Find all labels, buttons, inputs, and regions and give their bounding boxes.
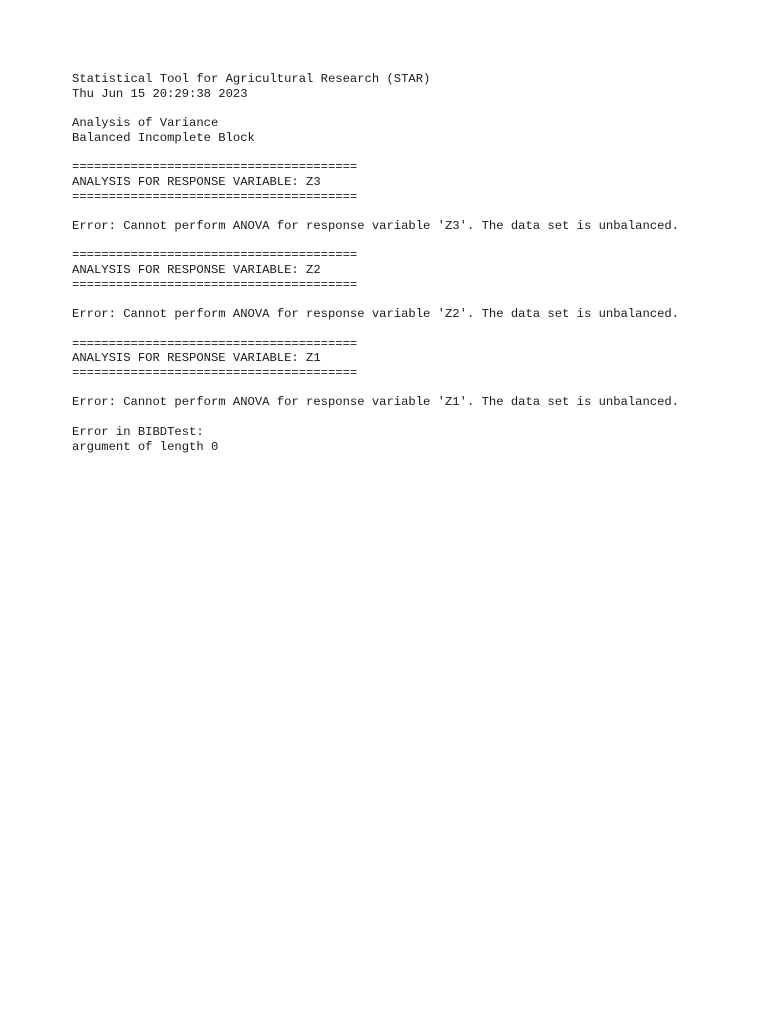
response-section-z2: [72, 248, 752, 336]
error-message: Error: Cannot perform ANOVA for response variable 'Z1'. The data set is unbalanced.: [72, 395, 680, 410]
final-error-message: argument of length 0: [72, 439, 219, 454]
separator-line: =======================================: [72, 189, 358, 204]
design-name: Balanced Incomplete Block: [72, 130, 255, 145]
separator-line: =======================================: [72, 248, 358, 263]
separator-line: =======================================: [72, 366, 358, 381]
run-timestamp: Thu Jun 15 20:29:38 2023: [72, 86, 248, 101]
error-message: Error: Cannot perform ANOVA for response variable 'Z3'. The data set is unbalanced.: [72, 219, 680, 234]
analysis-name: Analysis of Variance: [72, 116, 219, 131]
response-section-z3: [72, 160, 752, 248]
response-section-z1: [72, 337, 752, 425]
error-message: Error: Cannot perform ANOVA for response variable 'Z2'. The data set is unbalanced.: [72, 307, 680, 322]
section-heading: ANALYSIS FOR RESPONSE VARIABLE: Z2: [72, 263, 321, 278]
separator-line: =======================================: [72, 160, 358, 175]
separator-line: =======================================: [72, 277, 358, 292]
final-error-title: Error in BIBDTest:: [72, 424, 204, 439]
section-heading: ANALYSIS FOR RESPONSE VARIABLE: Z3: [72, 174, 321, 189]
output-document: [72, 72, 752, 454]
separator-line: =======================================: [72, 336, 358, 351]
app-title: Statistical Tool for Agricultural Research (STAR): [72, 72, 431, 86]
section-heading: ANALYSIS FOR RESPONSE VARIABLE: Z1: [72, 351, 321, 366]
